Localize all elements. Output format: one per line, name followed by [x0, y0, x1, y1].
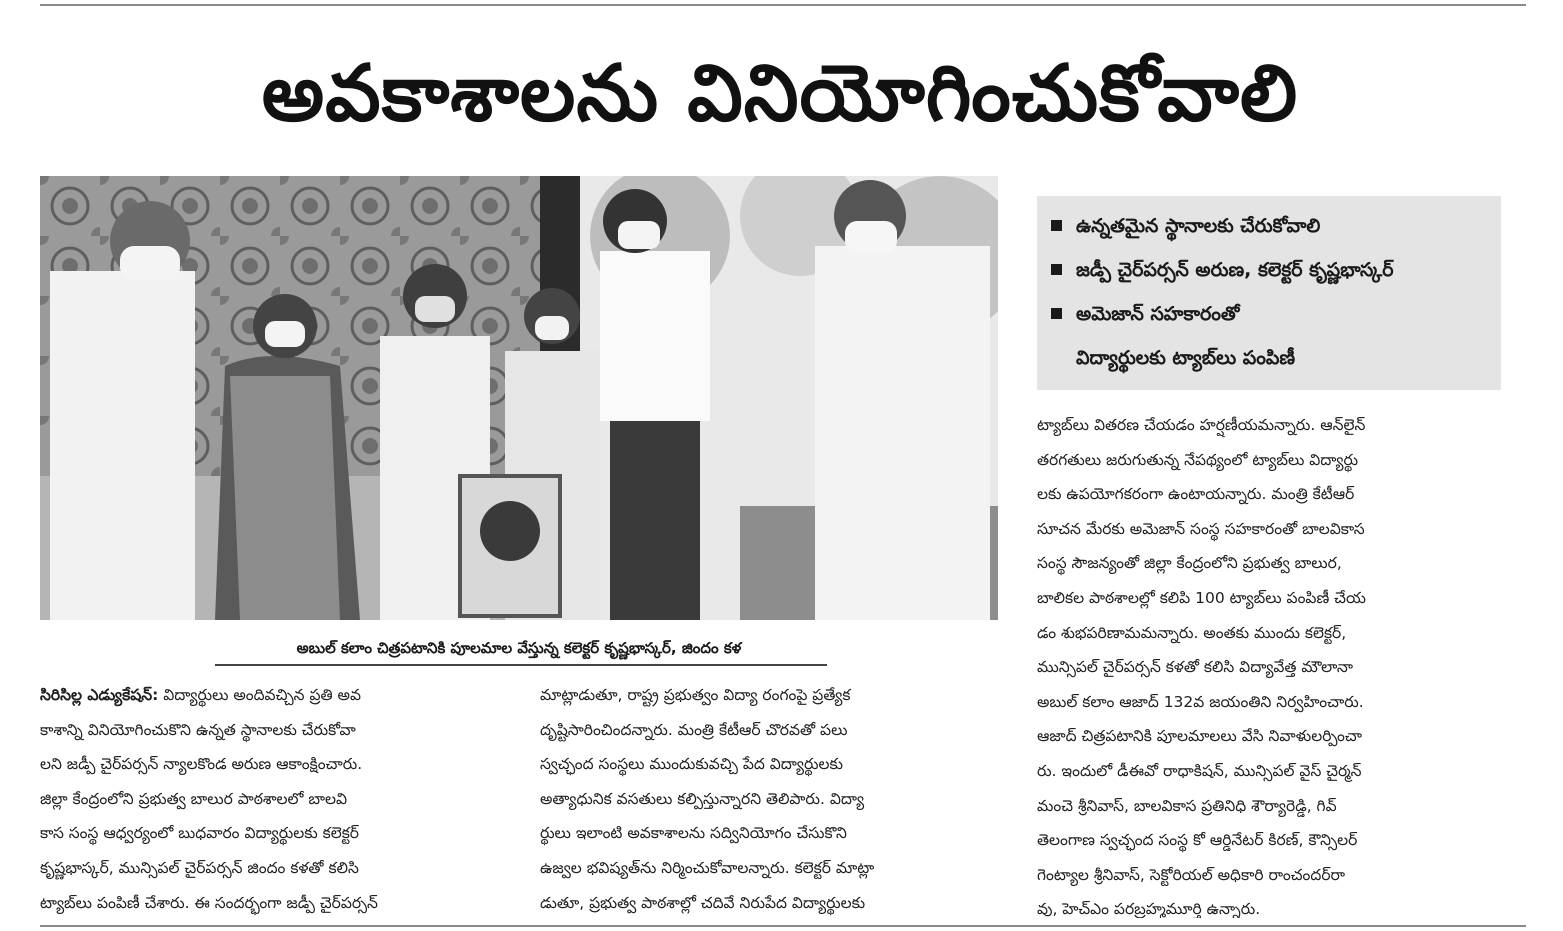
bottom-rule	[40, 925, 1526, 927]
article-line: సూచన మేరకు అమెజాన్‌ సంస్థ సహకారంతో బాలవికాస	[1037, 519, 1365, 538]
highlight-continuation: విద్యార్థులకు ట్యాబ్‌లు పంపిణీ	[1076, 347, 1296, 369]
article-line: అత్యాధునిక వసతులు కల్పిస్తున్నారని తెలిపారు. విద్యా	[540, 789, 865, 808]
article-line: బాలికల పాఠశాలల్లో కలిపి 100 ట్యాబ్‌లు పంపిణీ చేయ	[1037, 588, 1366, 607]
article-line: ఆజాద్‌ చిత్రపటానికి పూలమాలలు వేసి నివాళులర్పించా	[1037, 727, 1362, 746]
article-line: డుతూ, ప్రభుత్వ పాఠశాల్లో చదివే నిరుపేద విద్యార్థులకు	[540, 893, 866, 912]
article-line: కాస సంస్థ ఆధ్వర్యంలో బుధవారం విద్యార్థులకు కలెక్టర్‌	[40, 824, 359, 843]
square-bullet-icon	[1051, 308, 1062, 319]
square-bullet-icon	[1051, 264, 1062, 275]
top-rule	[40, 4, 1526, 6]
article-line: లకు ఉపయోగకరంగా ఉంటాయన్నారు. మంత్రి కేటీఆర్‌	[1037, 485, 1355, 504]
caption-underline	[215, 664, 827, 666]
highlight-item	[1051, 204, 1491, 248]
photo-caption: అబుల్‌ కలాం చిత్రపటానికి పూలమాల వేస్తున్న కలెక్టర్‌ కృష్ణభాస్కర్‌, జిందం కళ	[296, 639, 742, 657]
article-line: మున్సిపల్‌ చైర్‌పర్సన్‌ కళతో కలిసి విద్యావేత్త మౌలానా	[1037, 658, 1353, 677]
highlight-continuation-row	[1051, 336, 1491, 380]
article-line: ట్యాబ్‌లు పంపిణీ చేశారు. ఈ సందర్భంగా జడ్పీ చైర్‌పర్సన్‌	[40, 893, 378, 912]
news-photo-illustration	[40, 176, 998, 620]
article-line-text: విద్యార్థులు అందివచ్చిన ప్రతి అవ	[163, 686, 361, 704]
article-line: డం శుభపరిణామమన్నారు. అంతకు ముందు కలెక్టర్‌,	[1037, 623, 1347, 642]
article-column-2	[540, 678, 1002, 918]
highlight-item	[1051, 248, 1491, 292]
article-line: మంచె శ్రీనివాస్‌, బాలవికాస ప్రతినిధి శౌర్యారెడ్డి, గివ్‌	[1037, 796, 1337, 815]
article-line: ఉజ్వల భవిష్యత్‌ను నిర్మించుకోవాలన్నారు. కలెక్టర్‌ మాట్లా	[540, 858, 875, 877]
article-line: సంస్థ సౌజన్యంతో జిల్లా కేంద్రంలోని ప్రభుత్వ బాలుర,	[1037, 554, 1342, 573]
article-line: మాట్లాడుతూ, రాష్ట్ర ప్రభుత్వం విద్యా రంగంపై ప్రత్యేక	[540, 686, 851, 704]
square-bullet-icon	[1051, 220, 1062, 231]
article-line: తెలంగాణ స్వచ్ఛంద సంస్థ కో ఆర్డినేటర్‌ కిరణ్‌, కౌన్సిలర్‌	[1037, 831, 1358, 850]
article-line: ట్యాబ్‌లు వితరణ చేయడం హర్షణీయమన్నారు. ఆన్‌లైన్‌	[1037, 416, 1366, 434]
article-line: లని జడ్పీ చైర్‌పర్సన్‌ న్యాలకొండ అరుణ ఆకాంక్షించారు.	[40, 755, 363, 774]
highlight-text: ఉన్నతమైన స్థానాలకు చేరుకోవాలి	[1076, 215, 1321, 237]
article-line: అబుల్‌ కలాం ఆజాద్‌ 132వ జయంతిని నిర్వహించారు.	[1037, 692, 1364, 711]
highlight-text: అమెజాన్‌ సహకారంతో	[1076, 303, 1240, 325]
article-line: ర్థులు ఇలాంటి అవకాశాలను సద్వినియోగం చేసుకొని	[540, 824, 847, 843]
article-line: దృష్టిసారించిందన్నారు. మంత్రి కేటీఆర్‌ చొరవతో పలు	[540, 720, 848, 739]
article-line: వు, హెచ్‌ఎం పరబ్రహ్మమూర్తి ఉన్నారు.	[1037, 900, 1261, 918]
article-line	[40, 678, 502, 713]
highlight-text: జడ్పీ చైర్‌పర్సన్‌ అరుణ, కలెక్టర్‌ కృష్ణభాస్కర్‌	[1076, 259, 1394, 281]
article-line: రు. ఇందులో డీఈవో రాధాకిషన్‌, మున్సిపల్‌ వైస్‌ చైర్మన్‌	[1037, 761, 1362, 780]
article-line: తరగతులు జరుగుతున్న నేపథ్యంలో ట్యాబ్‌లు విద్యార్థు	[1037, 450, 1359, 469]
article-column-1	[40, 678, 502, 918]
dateline: సిరిసిల్ల ఎడ్యుకేషన్‌:	[40, 686, 159, 704]
highlight-item	[1051, 292, 1491, 336]
highlights-box	[1037, 196, 1501, 390]
article-line: గెంట్యాల శ్రీనివాస్‌, సెక్టోరియల్‌ అధికారి రాంచందర్‌రా	[1037, 865, 1346, 884]
article-line: కృష్ణభాస్కర్‌, మున్సిపల్‌ చైర్‌పర్సన్‌ జిందం కళతో కలిసి	[40, 858, 359, 877]
article-column-3	[1037, 408, 1501, 918]
article-line: కాశాన్ని వినియోగించుకొని ఉన్నత స్థానాలకు చేరుకోవా	[40, 720, 356, 739]
news-photo	[40, 176, 998, 620]
article-line: జిల్లా కేంద్రంలోని ప్రభుత్వ బాలుర పాఠశాలలో బాలవి	[40, 789, 348, 808]
article-line: స్వచ్ఛంద సంస్థలు ముందుకువచ్చి పేద విద్యార్థులకు	[540, 755, 843, 774]
headline: అవకాశాలను వినియోగించుకోవాలి	[261, 49, 1299, 139]
